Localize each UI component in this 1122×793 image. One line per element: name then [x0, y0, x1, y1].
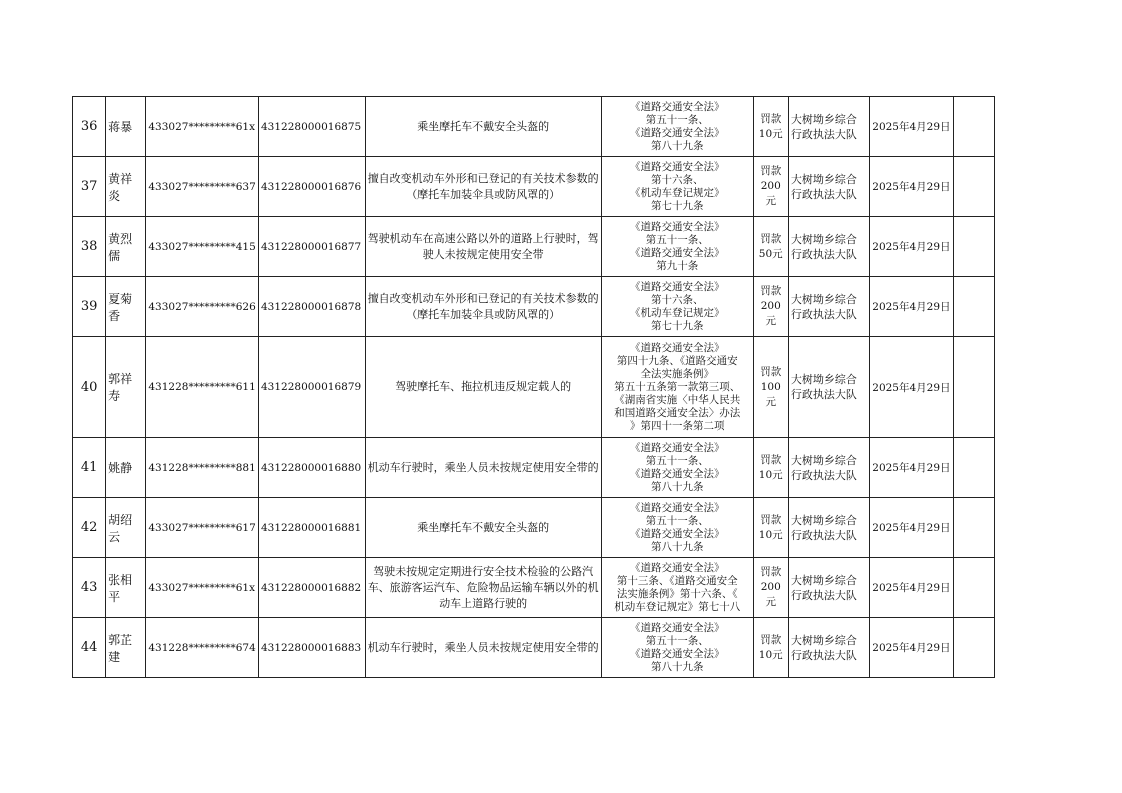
penalty-line: 罚款 [760, 453, 782, 466]
penalty-line: 罚款 [760, 165, 782, 177]
row-number-cell: 40 [73, 337, 106, 438]
person-name-cell: 黄祥炎 [106, 157, 146, 217]
violation-cell: 乘坐摩托车不戴安全头盔的 [365, 97, 601, 157]
id-number-cell: 431228*********611 [146, 337, 259, 438]
document-number-cell: 431228000016879 [258, 337, 365, 438]
penalty-line: 罚款 [760, 513, 782, 526]
legal-basis-line: 全法实施条例》 [640, 367, 714, 380]
person-name-cell: 郭芷建 [106, 618, 146, 678]
enforcement-agency-cell: 大树坳乡综合行政执法大队 [788, 337, 869, 438]
legal-basis-line: 第八十九条 [650, 540, 704, 553]
id-number-cell: 433027*********617 [146, 498, 259, 558]
legal-basis-line: 第五十一条、 [645, 233, 709, 246]
table-row [73, 277, 995, 337]
legal-basis-line: 第九十条 [656, 259, 699, 272]
penalty-line: 元 [765, 315, 776, 327]
legal-basis-line: 《道路交通安全法》 [629, 341, 725, 354]
document-number-cell: 431228000016882 [258, 558, 365, 618]
document-number-cell: 431228000016878 [258, 277, 365, 337]
penalty-line: 100 [760, 380, 781, 393]
legal-basis-line: 《湖南省实施〈中华人民共 [614, 393, 741, 406]
penalty-record-table [72, 96, 995, 678]
document-number-cell: 431228000016880 [258, 438, 365, 498]
legal-basis-line: 第十六条、 [650, 173, 704, 186]
legal-basis-line: 《机动车登记规定》 [629, 306, 725, 319]
violation-cell: 驾驶机动车在高速公路以外的道路上行驶时，驾驶人未按规定使用安全带 [365, 217, 601, 277]
violation-cell: 机动车行驶时，乘坐人员未按规定使用安全带的 [365, 618, 601, 678]
penalty-cell [753, 438, 788, 498]
person-name-cell: 胡绍云 [106, 498, 146, 558]
legal-basis-cell [601, 558, 753, 618]
row-number-cell: 37 [73, 157, 106, 217]
penalty-line: 罚款 [760, 365, 782, 378]
row-number-cell: 38 [73, 217, 106, 277]
legal-basis-cell [601, 217, 753, 277]
table-row [73, 157, 995, 217]
legal-basis-line: 第五十一条、 [645, 514, 709, 527]
legal-basis-line: 第五十一条、 [645, 454, 709, 467]
decision-date-cell: 2025年4月29日 [870, 337, 953, 438]
legal-basis-line: 《道路交通安全法》 [629, 100, 725, 113]
legal-basis-line: 《道路交通安全法》 [629, 160, 725, 173]
decision-date-cell: 2025年4月29日 [870, 277, 953, 337]
table-body [73, 97, 995, 678]
table-row [73, 558, 995, 618]
row-number-cell: 44 [73, 618, 106, 678]
penalty-line: 200 [760, 300, 781, 312]
id-number-cell: 431228*********881 [146, 438, 259, 498]
document-number-cell: 431228000016881 [258, 498, 365, 558]
remarks-cell [953, 217, 994, 277]
legal-basis-line: 《机动车登记规定》 [629, 186, 725, 199]
id-number-cell: 433027*********415 [146, 217, 259, 277]
legal-basis-line: 《道路交通安全法》 [629, 467, 725, 480]
decision-date-cell: 2025年4月29日 [870, 157, 953, 217]
legal-basis-line: 《道路交通安全法》 [629, 621, 725, 634]
legal-basis-cell [601, 618, 753, 678]
enforcement-agency-cell: 大树坳乡综合行政执法大队 [788, 157, 869, 217]
remarks-cell [953, 97, 994, 157]
violation-cell: 擅自改变机动车外形和已登记的有关技术参数的（摩托车加装伞具或防风罩的） [365, 157, 601, 217]
legal-basis-line: 第五十五条第一款第三项、 [614, 380, 741, 393]
legal-basis-line: 《道路交通安全法》 [629, 126, 725, 139]
penalty-line: 200 [760, 581, 781, 593]
penalty-line: 10元 [758, 127, 783, 140]
enforcement-agency-cell: 大树坳乡综合行政执法大队 [788, 277, 869, 337]
violation-cell: 乘坐摩托车不戴安全头盔的 [365, 498, 601, 558]
penalty-cell [753, 618, 788, 678]
document-number-cell: 431228000016875 [258, 97, 365, 157]
legal-basis-line: 第七十九条 [650, 319, 704, 332]
legal-basis-line: 》第四十一条第二项 [629, 419, 725, 432]
legal-basis-line: 第八十九条 [650, 480, 704, 493]
enforcement-agency-cell: 大树坳乡综合行政执法大队 [788, 217, 869, 277]
legal-basis-line: 第八十九条 [650, 139, 704, 152]
penalty-line: 10元 [758, 528, 783, 541]
legal-basis-line: 《道路交通安全法》 [629, 441, 725, 454]
table-row [73, 438, 995, 498]
legal-basis-line: 法实施条例》第十六条、《 [616, 587, 738, 600]
penalty-cell [753, 498, 788, 558]
penalty-cell [753, 217, 788, 277]
penalty-line: 10元 [758, 648, 783, 661]
document-number-cell: 431228000016883 [258, 618, 365, 678]
legal-basis-line: 第五十一条、 [645, 113, 709, 126]
person-name-cell: 姚静 [106, 438, 146, 498]
violation-cell: 擅自改变机动车外形和已登记的有关技术参数的（摩托车加装伞具或防风罩的） [365, 277, 601, 337]
legal-basis-line: 和国道路交通安全法〉办法 [614, 406, 741, 419]
penalty-line: 200 [760, 180, 781, 192]
legal-basis-line: 《道路交通安全法》 [629, 280, 725, 293]
legal-basis-line: 机动车登记规定》第七十八 [614, 600, 741, 613]
legal-basis-line: 第八十九条 [650, 660, 704, 673]
decision-date-cell: 2025年4月29日 [870, 438, 953, 498]
legal-basis-line: 《道路交通安全法》 [629, 561, 725, 574]
legal-basis-line: 《道路交通安全法》 [629, 647, 725, 660]
violation-cell: 驾驶摩托车、拖拉机违反规定载人的 [365, 337, 601, 438]
enforcement-agency-cell: 大树坳乡综合行政执法大队 [788, 618, 869, 678]
legal-basis-line: 《道路交通安全法》 [629, 527, 725, 540]
enforcement-agency-cell: 大树坳乡综合行政执法大队 [788, 438, 869, 498]
table-row [73, 337, 995, 438]
decision-date-cell: 2025年4月29日 [870, 217, 953, 277]
legal-basis-line: 第十三条、《道路交通安全 [616, 574, 738, 587]
penalty-cell [753, 97, 788, 157]
document-number-cell: 431228000016877 [258, 217, 365, 277]
penalty-line: 元 [765, 195, 776, 207]
enforcement-agency-cell: 大树坳乡综合行政执法大队 [788, 558, 869, 618]
penalty-cell [753, 157, 788, 217]
violation-cell: 驾驶未按规定定期进行安全技术检验的公路汽车、旅游客运汽车、危险物品运输车辆以外的机动车上道路行驶的 [365, 558, 601, 618]
legal-basis-line: 第四十九条、《道路交通安 [616, 354, 738, 367]
person-name-cell: 蒋暴 [106, 97, 146, 157]
id-number-cell: 431228*********674 [146, 618, 259, 678]
legal-basis-line: 第五十一条、 [645, 634, 709, 647]
remarks-cell [953, 618, 994, 678]
document-number-cell: 431228000016876 [258, 157, 365, 217]
row-number-cell: 43 [73, 558, 106, 618]
legal-basis-line: 《道路交通安全法》 [629, 220, 725, 233]
table-row [73, 97, 995, 157]
legal-basis-cell [601, 97, 753, 157]
penalty-line: 罚款 [760, 112, 782, 125]
legal-basis-line: 《道路交通安全法》 [629, 246, 725, 259]
remarks-cell [953, 438, 994, 498]
table-row [73, 498, 995, 558]
remarks-cell [953, 558, 994, 618]
legal-basis-cell [601, 498, 753, 558]
id-number-cell: 433027*********626 [146, 277, 259, 337]
penalty-cell [753, 558, 788, 618]
remarks-cell [953, 337, 994, 438]
id-number-cell: 433027*********61x [146, 558, 259, 618]
row-number-cell: 42 [73, 498, 106, 558]
penalty-line: 10元 [758, 468, 783, 481]
violation-cell: 机动车行驶时，乘坐人员未按规定使用安全带的 [365, 438, 601, 498]
penalty-cell [753, 277, 788, 337]
legal-basis-line: 第七十九条 [650, 199, 704, 212]
id-number-cell: 433027*********61x [146, 97, 259, 157]
decision-date-cell: 2025年4月29日 [870, 558, 953, 618]
penalty-line: 罚款 [760, 566, 782, 578]
legal-basis-cell [601, 157, 753, 217]
person-name-cell: 黄烈儒 [106, 217, 146, 277]
person-name-cell: 张相平 [106, 558, 146, 618]
penalty-line: 元 [765, 395, 776, 408]
legal-basis-cell [601, 337, 753, 438]
person-name-cell: 夏菊香 [106, 277, 146, 337]
table-row [73, 618, 995, 678]
penalty-line: 元 [765, 596, 776, 608]
remarks-cell [953, 498, 994, 558]
legal-basis-line: 第十六条、 [650, 293, 704, 306]
penalty-cell [753, 337, 788, 438]
enforcement-agency-cell: 大树坳乡综合行政执法大队 [788, 97, 869, 157]
penalty-line: 罚款 [760, 232, 782, 245]
decision-date-cell: 2025年4月29日 [870, 498, 953, 558]
row-number-cell: 36 [73, 97, 106, 157]
id-number-cell: 433027*********637 [146, 157, 259, 217]
legal-basis-cell [601, 277, 753, 337]
penalty-line: 50元 [758, 247, 783, 260]
legal-basis-cell [601, 438, 753, 498]
decision-date-cell: 2025年4月29日 [870, 97, 953, 157]
remarks-cell [953, 157, 994, 217]
remarks-cell [953, 277, 994, 337]
decision-date-cell: 2025年4月29日 [870, 618, 953, 678]
legal-basis-line: 《道路交通安全法》 [629, 501, 725, 514]
person-name-cell: 郭祥寿 [106, 337, 146, 438]
row-number-cell: 41 [73, 438, 106, 498]
row-number-cell: 39 [73, 277, 106, 337]
penalty-line: 罚款 [760, 285, 782, 297]
table-row [73, 217, 995, 277]
penalty-line: 罚款 [760, 633, 782, 646]
enforcement-agency-cell: 大树坳乡综合行政执法大队 [788, 498, 869, 558]
